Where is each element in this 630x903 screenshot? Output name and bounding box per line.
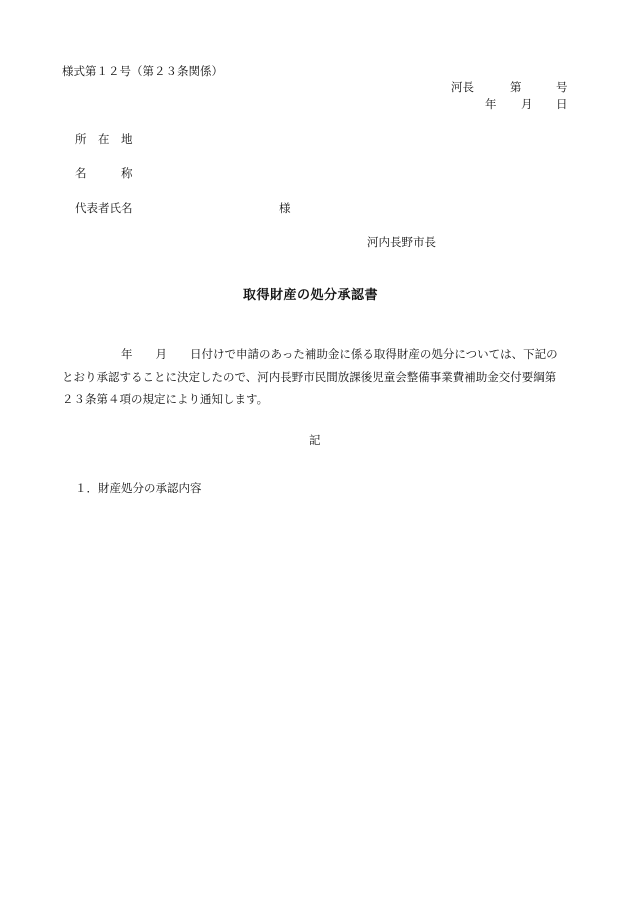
form-number: 様式第１２号（第２３条関係） bbox=[62, 64, 223, 78]
location-label: 所 在 地 bbox=[75, 132, 133, 146]
reference-dai: 第 bbox=[510, 80, 522, 94]
document-title: 取得財産の処分承認書 bbox=[243, 288, 379, 303]
body-year: 年 bbox=[121, 347, 133, 361]
issuer: 河内長野市長 bbox=[367, 235, 436, 249]
body-line-3: ２３条第４項の規定により通知します。 bbox=[62, 392, 269, 406]
body-line-1-rest: 日付けで申請のあった補助金に係る取得財産の処分については、下記の bbox=[190, 347, 558, 361]
representative-label: 代表者氏名 bbox=[75, 201, 133, 215]
date-day: 日 bbox=[556, 97, 568, 111]
body-month: 月 bbox=[155, 347, 167, 361]
body-line-2: とおり承認することに決定したので、河内長野市民間放課後児童会整備事業費補助金交付要綱第 bbox=[62, 369, 557, 384]
date-month: 月 bbox=[521, 97, 533, 111]
body-line-1 bbox=[62, 343, 576, 366]
name-label: 名 称 bbox=[75, 166, 133, 180]
honorific: 様 bbox=[279, 201, 291, 215]
ki-heading: 記 bbox=[309, 433, 321, 447]
date-year: 年 bbox=[485, 97, 497, 111]
body-paragraph bbox=[62, 343, 576, 411]
item-1: １．財産処分の承認内容 bbox=[75, 481, 202, 495]
reference-prefix: 河長 bbox=[451, 80, 474, 94]
reference-gou: 号 bbox=[556, 80, 568, 94]
